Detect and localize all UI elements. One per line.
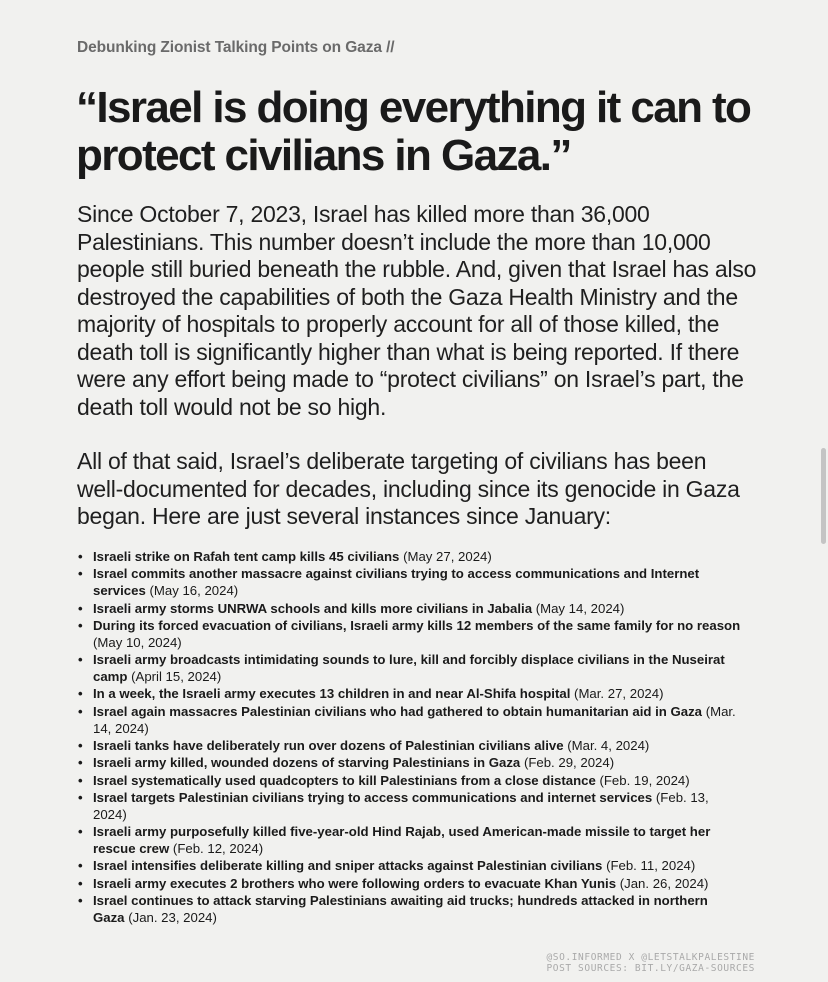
intro-paragraph: Since October 7, 2023, Israel has killed more than 36,000 Palestinians. This number doesn’t include the more than 10,000 people still buried beneath the rubble. And, given that Israel has also destroyed the capabilities of both the Gaza Health Ministry and the majority of hospitals to properly account for all of those killed, the death toll is significantly higher than what is being reported. If there were any effort being made to “protect civilians” on Israel’s part, the death toll would not be so high.: [77, 201, 757, 420]
item-date: (April 15, 2024): [131, 668, 222, 684]
item-date: (May 27, 2024): [403, 549, 492, 564]
item-headline: Israel commits another massacre against civilians trying to access communications and Internet services: [93, 566, 700, 599]
list-item: [77, 549, 742, 566]
list-item: [77, 893, 742, 927]
bullet-dot-icon: •: [78, 600, 83, 616]
item-headline: Israeli army storms UNRWA schools and kills more civilians in Jabalia: [93, 600, 533, 616]
bullet-dot-icon: •: [78, 703, 83, 719]
bullet-dot-icon: •: [78, 549, 83, 564]
item-headline: Israeli army killed, wounded dozens of starving Palestinians in Gaza: [93, 755, 521, 771]
item-date: (Mar. 14, 2024): [93, 703, 736, 736]
item-date: (Jan. 23, 2024): [128, 910, 217, 926]
list-item: [77, 755, 742, 772]
bullet-dot-icon: •: [78, 858, 83, 874]
item-date: (Feb. 12, 2024): [172, 841, 264, 857]
list-item: [77, 601, 742, 618]
item-date: (May 14, 2024): [535, 600, 625, 616]
list-item: [77, 652, 742, 686]
bullet-dot-icon: •: [78, 617, 83, 633]
bullet-dot-icon: •: [78, 652, 83, 668]
bullet-dot-icon: •: [78, 824, 83, 840]
item-date: (May 16, 2024): [149, 583, 239, 599]
item-date: (Feb. 11, 2024): [606, 858, 696, 874]
item-date: (Feb. 29, 2024): [523, 755, 615, 771]
item-date: (Jan. 26, 2024): [619, 875, 709, 891]
list-item: [77, 566, 742, 600]
list-item: [77, 773, 742, 790]
headline-quote: “Israel is doing everything it can to protect civilians in Gaza.”: [76, 83, 751, 180]
item-headline: Israel targets Palestinian civilians trying to access communications and internet services: [93, 790, 653, 806]
credits-sources: POST SOURCES: BIT.LY/GAZA-SOURCES: [546, 963, 755, 974]
item-headline: Israel continues to attack starving Palestinians awaiting aid trucks; hundreds attacked in northern Gaza: [93, 893, 708, 926]
item-headline: During its forced evacuation of civilians, Israeli army kills 12 members of the same family for no reason: [93, 617, 741, 633]
list-item: [77, 704, 742, 738]
instances-list: [77, 549, 742, 927]
list-item: [77, 824, 742, 858]
bullet-dot-icon: •: [78, 686, 83, 702]
list-item: [77, 686, 742, 703]
bullet-dot-icon: •: [78, 566, 83, 582]
bullet-dot-icon: •: [78, 893, 83, 909]
list-item: [77, 858, 742, 875]
item-headline: In a week, the Israeli army executes 13 children in and near Al-Shifa hospital: [93, 686, 571, 702]
bullet-dot-icon: •: [78, 875, 83, 891]
item-date: (Mar. 4, 2024): [567, 737, 650, 753]
item-headline: Israeli army executes 2 brothers who were following orders to evacuate Khan Yunis: [93, 875, 617, 891]
credits-block: [546, 952, 755, 974]
item-headline: Israeli army purposefully killed five-year-old Hind Rajab, used American-made missile to target her rescue crew: [93, 824, 711, 857]
item-headline: Israeli army broadcasts intimidating sounds to lure, kill and forcibly displace civilians in the Nuseirat camp: [93, 652, 725, 684]
item-headline: Israel again massacres Palestinian civilians who had gathered to obtain humanitarian aid in Gaza: [93, 703, 703, 719]
bullet-dot-icon: •: [78, 772, 83, 788]
bullet-dot-icon: •: [78, 737, 83, 753]
scrollbar-thumb[interactable]: [821, 448, 826, 544]
series-kicker: Debunking Zionist Talking Points on Gaza //: [77, 39, 395, 56]
bullet-dot-icon: •: [78, 755, 83, 771]
list-item: [77, 618, 742, 652]
list-item: [77, 738, 742, 755]
list-item: [77, 790, 742, 824]
item-date: (May 10, 2024): [93, 634, 182, 650]
credits-handles: @SO.INFORMED X @LETSTALKPALESTINE: [546, 952, 755, 963]
item-date: (Feb. 13, 2024): [93, 790, 709, 822]
item-date: (Feb. 19, 2024): [599, 772, 690, 788]
bullet-dot-icon: •: [78, 790, 83, 806]
list-item: [77, 876, 742, 893]
item-headline: Israel systematically used quadcopters to kill Palestinians from a close distance: [93, 772, 596, 788]
context-paragraph: All of that said, Israel’s deliberate targeting of civilians has been well-documented for decades, including since its genocide in Gaza began. Here are just several instances since January:: [77, 448, 740, 529]
item-headline: Israeli tanks have deliberately run over dozens of Palestinian civilians alive: [93, 737, 564, 753]
item-date: (Mar. 27, 2024): [574, 686, 664, 702]
item-headline: Israel intensifies deliberate killing and sniper attacks against Palestinian civilians: [93, 858, 603, 874]
item-headline: Israeli strike on Rafah tent camp kills 45 civilians: [93, 549, 400, 564]
